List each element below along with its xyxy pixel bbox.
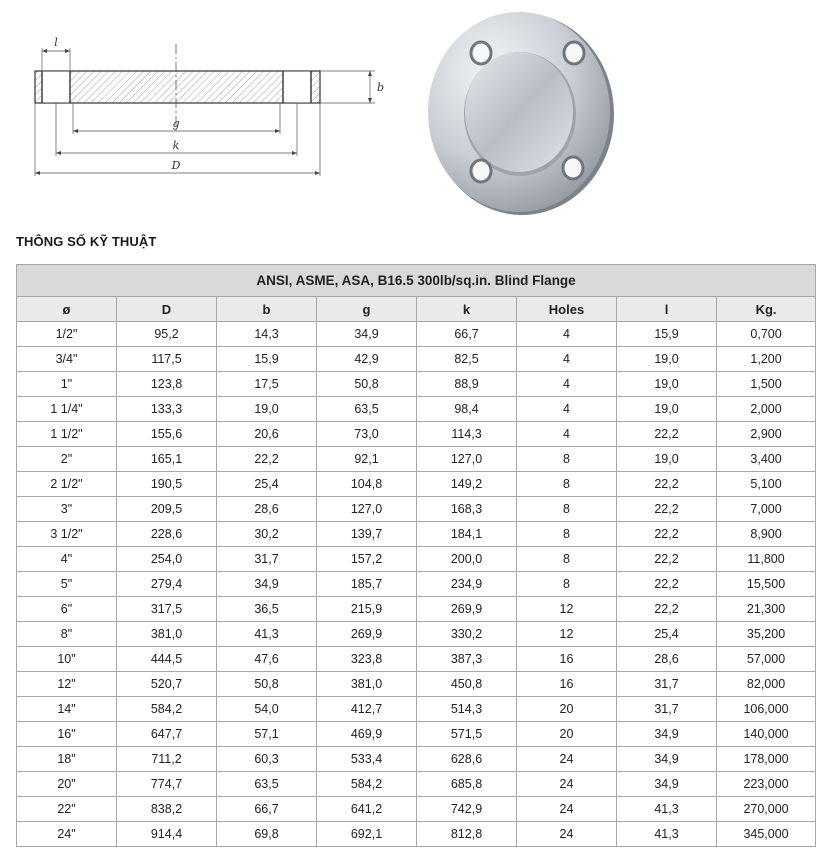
header-D: D xyxy=(117,297,217,322)
header-k: k xyxy=(417,297,517,322)
cell-g: 412,7 xyxy=(317,697,417,722)
cell-k: 387,3 xyxy=(417,647,517,672)
cell-diameter: 2" xyxy=(17,447,117,472)
cell-g: 42,9 xyxy=(317,347,417,372)
cell-k: 628,6 xyxy=(417,747,517,772)
cell-b: 14,3 xyxy=(217,322,317,347)
cell-diameter: 5" xyxy=(17,572,117,597)
cell-l: 22,2 xyxy=(617,572,717,597)
table-header-row xyxy=(17,297,816,322)
cell-kg: 35,200 xyxy=(717,622,816,647)
cell-k: 330,2 xyxy=(417,622,517,647)
cell-kg: 8,900 xyxy=(717,522,816,547)
cell-diameter: 16" xyxy=(17,722,117,747)
table-row xyxy=(17,397,816,422)
cell-b: 17,5 xyxy=(217,372,317,397)
cell-diameter: 10" xyxy=(17,647,117,672)
table-row xyxy=(17,647,816,672)
cell-l: 19,0 xyxy=(617,447,717,472)
table-row xyxy=(17,547,816,572)
table-row xyxy=(17,772,816,797)
table-row xyxy=(17,622,816,647)
cell-kg: 223,000 xyxy=(717,772,816,797)
cell-k: 66,7 xyxy=(417,322,517,347)
cell-D: 228,6 xyxy=(117,522,217,547)
cell-holes: 24 xyxy=(517,797,617,822)
cell-D: 914,4 xyxy=(117,822,217,847)
cell-diameter: 1" xyxy=(17,372,117,397)
cell-g: 381,0 xyxy=(317,672,417,697)
cell-kg: 5,100 xyxy=(717,472,816,497)
cell-k: 742,9 xyxy=(417,797,517,822)
cell-b: 54,0 xyxy=(217,697,317,722)
cell-D: 95,2 xyxy=(117,322,217,347)
cell-b: 15,9 xyxy=(217,347,317,372)
dim-label-l: l xyxy=(54,36,58,49)
cell-k: 269,9 xyxy=(417,597,517,622)
cell-g: 533,4 xyxy=(317,747,417,772)
cell-D: 165,1 xyxy=(117,447,217,472)
cell-b: 30,2 xyxy=(217,522,317,547)
header-g: g xyxy=(317,297,417,322)
table-row xyxy=(17,697,816,722)
cell-k: 184,1 xyxy=(417,522,517,547)
cell-b: 57,1 xyxy=(217,722,317,747)
cell-k: 571,5 xyxy=(417,722,517,747)
cell-b: 60,3 xyxy=(217,747,317,772)
cell-kg: 7,000 xyxy=(717,497,816,522)
cell-kg: 270,000 xyxy=(717,797,816,822)
cell-l: 22,2 xyxy=(617,547,717,572)
cell-D: 711,2 xyxy=(117,747,217,772)
cell-diameter: 1 1/4" xyxy=(17,397,117,422)
cell-k: 149,2 xyxy=(417,472,517,497)
table-row xyxy=(17,747,816,772)
cell-diameter: 3" xyxy=(17,497,117,522)
table-row xyxy=(17,372,816,397)
cell-b: 34,9 xyxy=(217,572,317,597)
cell-kg: 178,000 xyxy=(717,747,816,772)
cell-diameter: 24" xyxy=(17,822,117,847)
cell-diameter: 14" xyxy=(17,697,117,722)
cell-l: 28,6 xyxy=(617,647,717,672)
cell-b: 25,4 xyxy=(217,472,317,497)
cell-D: 381,0 xyxy=(117,622,217,647)
table-row xyxy=(17,472,816,497)
table-caption: ANSI, ASME, ASA, B16.5 300lb/sq.in. Blind Flange xyxy=(17,265,816,297)
cell-b: 22,2 xyxy=(217,447,317,472)
cell-g: 127,0 xyxy=(317,497,417,522)
blind-flange-photo xyxy=(424,8,616,216)
cell-D: 444,5 xyxy=(117,647,217,672)
cell-b: 19,0 xyxy=(217,397,317,422)
table-row xyxy=(17,497,816,522)
cell-kg: 82,000 xyxy=(717,672,816,697)
cell-g: 34,9 xyxy=(317,322,417,347)
cell-holes: 12 xyxy=(517,597,617,622)
cell-kg: 1,200 xyxy=(717,347,816,372)
cell-g: 185,7 xyxy=(317,572,417,597)
cell-holes: 16 xyxy=(517,647,617,672)
cell-diameter: 1 1/2" xyxy=(17,422,117,447)
cell-l: 19,0 xyxy=(617,372,717,397)
section-title: THÔNG SỐ KỸ THUẬT xyxy=(16,234,157,249)
cell-D: 190,5 xyxy=(117,472,217,497)
cell-holes: 8 xyxy=(517,522,617,547)
cell-g: 104,8 xyxy=(317,472,417,497)
cell-g: 63,5 xyxy=(317,397,417,422)
cell-diameter: 3/4" xyxy=(17,347,117,372)
cell-diameter: 20" xyxy=(17,772,117,797)
dim-label-D: D xyxy=(171,159,181,172)
cell-D: 254,0 xyxy=(117,547,217,572)
cell-kg: 21,300 xyxy=(717,597,816,622)
cell-kg: 11,800 xyxy=(717,547,816,572)
cell-g: 469,9 xyxy=(317,722,417,747)
cell-kg: 345,000 xyxy=(717,822,816,847)
cell-holes: 8 xyxy=(517,472,617,497)
cell-kg: 2,000 xyxy=(717,397,816,422)
table-row xyxy=(17,522,816,547)
cell-D: 155,6 xyxy=(117,422,217,447)
cell-holes: 20 xyxy=(517,722,617,747)
cell-l: 22,2 xyxy=(617,472,717,497)
cell-k: 685,8 xyxy=(417,772,517,797)
cell-k: 88,9 xyxy=(417,372,517,397)
cell-holes: 8 xyxy=(517,447,617,472)
cell-g: 269,9 xyxy=(317,622,417,647)
cell-k: 168,3 xyxy=(417,497,517,522)
cell-diameter: 12" xyxy=(17,672,117,697)
cell-k: 514,3 xyxy=(417,697,517,722)
cell-g: 139,7 xyxy=(317,522,417,547)
header-diameter: ø xyxy=(17,297,117,322)
cell-kg: 3,400 xyxy=(717,447,816,472)
cell-D: 584,2 xyxy=(117,697,217,722)
cell-b: 50,8 xyxy=(217,672,317,697)
cell-D: 209,5 xyxy=(117,497,217,522)
cell-b: 36,5 xyxy=(217,597,317,622)
cell-holes: 8 xyxy=(517,497,617,522)
cell-k: 200,0 xyxy=(417,547,517,572)
cell-holes: 12 xyxy=(517,622,617,647)
cell-holes: 16 xyxy=(517,672,617,697)
cell-b: 31,7 xyxy=(217,547,317,572)
cell-l: 25,4 xyxy=(617,622,717,647)
table-body xyxy=(17,322,816,847)
cell-D: 520,7 xyxy=(117,672,217,697)
header-b: b xyxy=(217,297,317,322)
cell-holes: 4 xyxy=(517,372,617,397)
cell-diameter: 8" xyxy=(17,622,117,647)
table-row xyxy=(17,422,816,447)
cell-b: 69,8 xyxy=(217,822,317,847)
cell-g: 584,2 xyxy=(317,772,417,797)
cell-D: 279,4 xyxy=(117,572,217,597)
cell-g: 692,1 xyxy=(317,822,417,847)
cell-D: 117,5 xyxy=(117,347,217,372)
cell-kg: 15,500 xyxy=(717,572,816,597)
cell-b: 20,6 xyxy=(217,422,317,447)
cell-kg: 2,900 xyxy=(717,422,816,447)
cell-l: 34,9 xyxy=(617,722,717,747)
cell-holes: 4 xyxy=(517,397,617,422)
cell-kg: 57,000 xyxy=(717,647,816,672)
cell-k: 98,4 xyxy=(417,397,517,422)
cell-b: 66,7 xyxy=(217,797,317,822)
cell-diameter: 1/2" xyxy=(17,322,117,347)
cell-holes: 20 xyxy=(517,697,617,722)
dim-label-k: k xyxy=(172,139,180,152)
cell-g: 641,2 xyxy=(317,797,417,822)
table-row xyxy=(17,797,816,822)
header-kg: Kg. xyxy=(717,297,816,322)
cell-g: 157,2 xyxy=(317,547,417,572)
table-row xyxy=(17,722,816,747)
cell-g: 73,0 xyxy=(317,422,417,447)
cell-diameter: 4" xyxy=(17,547,117,572)
table-row xyxy=(17,597,816,622)
cell-k: 127,0 xyxy=(417,447,517,472)
cell-l: 41,3 xyxy=(617,797,717,822)
cell-D: 647,7 xyxy=(117,722,217,747)
flange-cross-section-drawing xyxy=(25,34,390,180)
table-row xyxy=(17,322,816,347)
cell-l: 22,2 xyxy=(617,597,717,622)
cell-diameter: 6" xyxy=(17,597,117,622)
cell-holes: 4 xyxy=(517,347,617,372)
cell-D: 774,7 xyxy=(117,772,217,797)
cell-l: 31,7 xyxy=(617,672,717,697)
cell-D: 123,8 xyxy=(117,372,217,397)
cell-l: 15,9 xyxy=(617,322,717,347)
cell-l: 34,9 xyxy=(617,747,717,772)
table-row xyxy=(17,672,816,697)
cell-b: 28,6 xyxy=(217,497,317,522)
cell-diameter: 22" xyxy=(17,797,117,822)
cell-D: 838,2 xyxy=(117,797,217,822)
cell-holes: 4 xyxy=(517,422,617,447)
cell-D: 317,5 xyxy=(117,597,217,622)
cell-k: 114,3 xyxy=(417,422,517,447)
cell-diameter: 2 1/2" xyxy=(17,472,117,497)
cell-D: 133,3 xyxy=(117,397,217,422)
cell-holes: 8 xyxy=(517,547,617,572)
cell-l: 22,2 xyxy=(617,522,717,547)
table-row xyxy=(17,572,816,597)
cell-l: 34,9 xyxy=(617,772,717,797)
cell-k: 234,9 xyxy=(417,572,517,597)
cell-kg: 0,700 xyxy=(717,322,816,347)
header-holes: Holes xyxy=(517,297,617,322)
cell-b: 63,5 xyxy=(217,772,317,797)
cell-diameter: 3 1/2" xyxy=(17,522,117,547)
specification-table xyxy=(16,264,816,847)
table-row xyxy=(17,447,816,472)
cell-l: 19,0 xyxy=(617,347,717,372)
table-row xyxy=(17,347,816,372)
cell-l: 19,0 xyxy=(617,397,717,422)
cell-g: 323,8 xyxy=(317,647,417,672)
cell-holes: 24 xyxy=(517,747,617,772)
cell-kg: 1,500 xyxy=(717,372,816,397)
table-row xyxy=(17,822,816,847)
cell-kg: 140,000 xyxy=(717,722,816,747)
cell-k: 82,5 xyxy=(417,347,517,372)
cell-b: 41,3 xyxy=(217,622,317,647)
cell-l: 31,7 xyxy=(617,697,717,722)
cell-g: 215,9 xyxy=(317,597,417,622)
cell-l: 22,2 xyxy=(617,422,717,447)
cell-kg: 106,000 xyxy=(717,697,816,722)
cell-holes: 24 xyxy=(517,822,617,847)
cell-g: 50,8 xyxy=(317,372,417,397)
cell-b: 47,6 xyxy=(217,647,317,672)
cell-k: 450,8 xyxy=(417,672,517,697)
cell-diameter: 18" xyxy=(17,747,117,772)
cell-holes: 24 xyxy=(517,772,617,797)
cell-l: 22,2 xyxy=(617,497,717,522)
cell-g: 92,1 xyxy=(317,447,417,472)
cell-k: 812,8 xyxy=(417,822,517,847)
dim-label-b: b xyxy=(377,81,385,94)
dim-label-g: g xyxy=(172,117,180,130)
cell-holes: 8 xyxy=(517,572,617,597)
header-l: l xyxy=(617,297,717,322)
cell-l: 41,3 xyxy=(617,822,717,847)
cell-holes: 4 xyxy=(517,322,617,347)
